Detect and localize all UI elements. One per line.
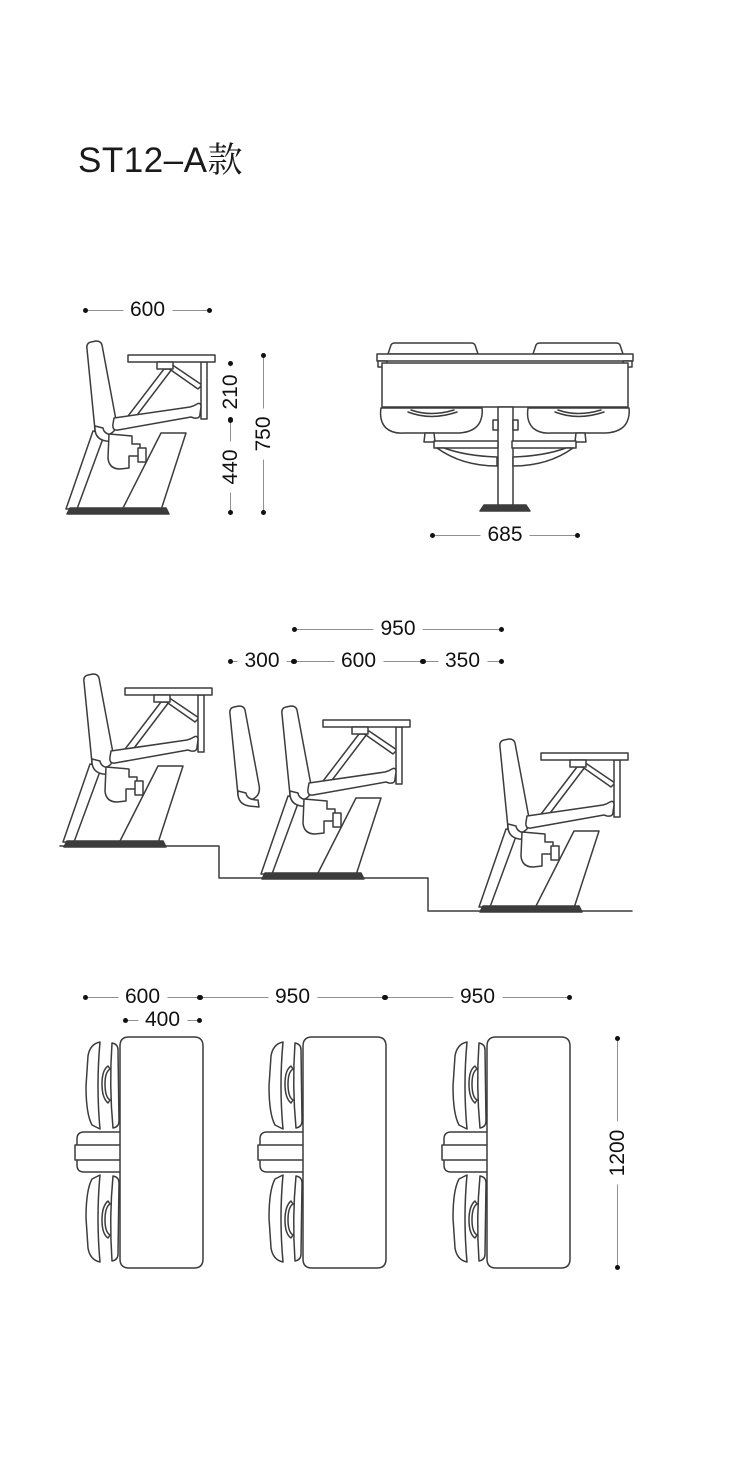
dim-row-front-clearance — [423, 648, 502, 672]
dim-plan-unit-width — [85, 984, 200, 1008]
dim-label: 950 — [268, 986, 317, 1008]
dim-row-pitch — [294, 616, 502, 640]
dim-label: 685 — [480, 524, 529, 546]
dim-label: 300 — [237, 650, 286, 672]
page-title: ST12–A款 — [78, 141, 243, 180]
dim-label: 950 — [373, 618, 422, 640]
dim-label: 350 — [438, 650, 487, 672]
dim-label: 440 — [220, 441, 242, 492]
dim-plan-pitch-1 — [200, 984, 385, 1008]
dim-side-seat-height — [218, 420, 242, 513]
dim-side-width — [85, 297, 210, 321]
dim-label: 600 — [123, 299, 172, 321]
dim-label: 210 — [220, 366, 242, 417]
dim-label: 950 — [453, 986, 502, 1008]
front-view-drawing — [377, 343, 633, 511]
dim-label: 1200 — [607, 1122, 629, 1185]
dim-label: 600 — [118, 986, 167, 1008]
dim-label: 750 — [253, 408, 275, 459]
side-view-drawing — [66, 341, 215, 514]
dim-side-desk-to-seat — [218, 363, 242, 420]
dim-plan-unit-length — [605, 1038, 629, 1268]
dim-plan-seat-width — [125, 1007, 200, 1031]
dim-row-desk-span — [294, 648, 423, 672]
dim-plan-pitch-2 — [385, 984, 570, 1008]
tiered-row-drawing — [60, 674, 632, 912]
dim-front-base-width — [432, 522, 578, 546]
dim-label: 600 — [334, 650, 383, 672]
plan-view-drawing — [75, 1037, 570, 1268]
dim-row-back-clearance — [230, 648, 294, 672]
dim-side-overall-height — [251, 355, 275, 513]
dim-label: 400 — [138, 1009, 187, 1031]
